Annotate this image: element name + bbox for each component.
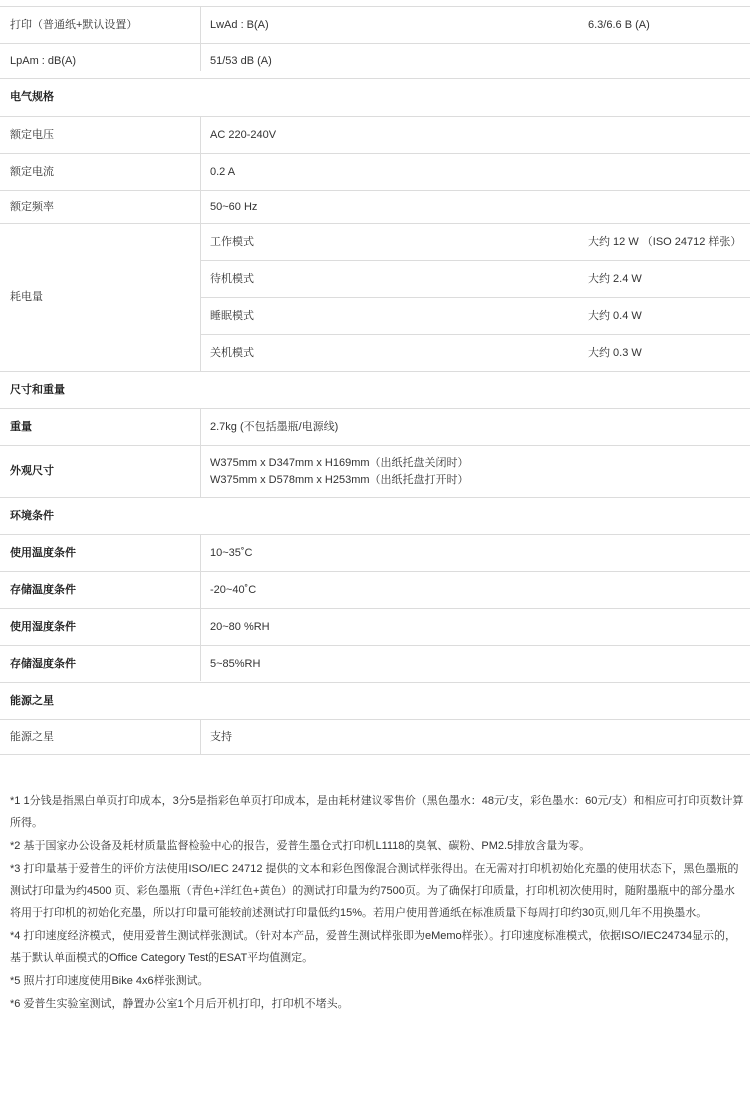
section-title: 电气规格	[10, 91, 54, 103]
power-mode-row	[200, 261, 750, 298]
column-divider	[200, 409, 201, 497]
footnotes	[10, 790, 745, 1016]
section-header-energy-star	[0, 683, 750, 720]
row-label: 使用温度条件	[10, 546, 76, 559]
row-label: 能源之星	[10, 730, 54, 743]
column-divider	[200, 7, 201, 71]
row-label: 使用湿度条件	[10, 620, 76, 633]
row-label: 打印（普通纸+默认设置）	[10, 18, 138, 31]
footnote: *1 1分钱是指黑白单页打印成本，3分5是指彩色单页打印成本，是由耗材建议零售价（黑色墨水：48元/支，彩色墨水：60元/支）和相应可打印页数计算所得。	[10, 795, 744, 829]
footnote: *3 打印量基于爱普生的评价方法使用ISO/IEC 24712 提供的文本和彩色图像混合测试样张得出。在无需对打印机初始化充墨的使用状态下，黑色墨瓶的测试打印量为约4500 页、彩色墨瓶（青色+洋红色+黄色）的测试打印量为约7500页。为了确保打印质量，打印机初次使用时，随附墨瓶中的部分墨水将用于打印机的初始化充墨，所以打印量可能较前述测试打印量低约15%。若用户使用普通纸在标准质量下每周打印约30页,则几年不用换墨水。	[10, 863, 739, 919]
column-divider	[200, 535, 201, 681]
section-title: 尺寸和重量	[10, 383, 65, 396]
row-value: 2.7kg (不包括墨瓶/电源线)	[210, 420, 339, 433]
section-title: 环境条件	[10, 509, 54, 522]
row-label: 额定频率	[10, 200, 54, 213]
spec-row-energy-star	[0, 720, 750, 755]
power-mode-row	[200, 224, 750, 261]
spec-row-rated-voltage	[0, 117, 750, 154]
footnote: *6 爱普生实验室测试，静置办公室1个月后开机打印，打印机不堵头。	[10, 998, 349, 1010]
dimensions-closed: W375mm x D347mm x H169mm（出纸托盘关闭时）	[210, 456, 469, 469]
spec-row-operating-temp	[0, 535, 750, 572]
dimensions-value	[210, 446, 469, 497]
footnote: *4 打印速度经济模式，使用爱普生测试样张测试。（针对本产品，爱普生测试样张即为eMemo样张）。打印速度标准模式，依据ISO/IEC24734显示的，基于默认单面模式的Office Category Test的ESAT平均值测定。	[10, 930, 737, 964]
row-label: 重量	[10, 420, 32, 433]
spec-row-rated-current	[0, 154, 750, 191]
power-mode-label: 睡眠模式	[210, 309, 254, 322]
power-mode-value: 大约 2.4 W	[588, 272, 642, 285]
spec-row-weight	[0, 409, 750, 446]
row-label: 外观尺寸	[10, 465, 54, 477]
footnote: *5 照片打印速度使用Bike 4x6样张测试。	[10, 975, 209, 987]
footnote: *2 基于国家办公设备及耗材质量监督检验中心的报告，爱普生墨仓式打印机L1118的臭氧、碳粉、PM2.5排放含量为零。	[10, 840, 591, 852]
spec-row-storage-temp	[0, 572, 750, 609]
spec-row-lpam	[0, 44, 750, 79]
row-value: 5~85%RH	[210, 657, 261, 670]
row-value: AC 220-240V	[210, 128, 277, 141]
dimensions-open: W375mm x D578mm x H253mm（出纸托盘打开时）	[210, 473, 469, 486]
section-title: 能源之星	[10, 694, 54, 707]
spec-row-print-lwad	[0, 7, 750, 44]
power-mode-value: 大约 12 W （ISO 24712 样张）	[588, 235, 742, 248]
row-value: -20~40˚C	[210, 583, 257, 596]
row-value: 0.2 A	[210, 165, 236, 178]
spec-row-operating-humidity	[0, 609, 750, 646]
row-label: 耗电量	[10, 291, 43, 303]
row-label: LpAm : dB(A)	[10, 54, 77, 67]
power-mode-value: 大约 0.3 W	[588, 346, 642, 359]
spec-row-rated-frequency	[0, 191, 750, 224]
row-value: 20~80 %RH	[210, 620, 270, 633]
spec-row-storage-humidity	[0, 646, 750, 683]
power-mode-value: 大约 0.4 W	[588, 309, 642, 322]
row-label: 存储温度条件	[10, 583, 76, 596]
power-mode-label: 待机模式	[210, 272, 254, 285]
row-value: 10~35˚C	[210, 546, 253, 559]
section-header-size-weight	[0, 372, 750, 409]
row-value: 支持	[210, 730, 232, 743]
row-value: 51/53 dB (A)	[210, 54, 272, 67]
row-label: 存储湿度条件	[10, 657, 76, 670]
column-divider	[200, 117, 201, 371]
row-value: 50~60 Hz	[210, 200, 258, 213]
power-mode-label: 关机模式	[210, 346, 254, 359]
section-header-environment	[0, 498, 750, 535]
row-value-extra: 6.3/6.6 B (A)	[588, 18, 650, 31]
spec-row-dimensions	[0, 446, 750, 498]
power-mode-row	[200, 298, 750, 335]
row-label: 额定电流	[10, 165, 54, 178]
column-divider	[200, 720, 201, 754]
row-value: LwAd : B(A)	[210, 18, 269, 31]
power-mode-label: 工作模式	[210, 235, 254, 248]
section-header-electrical	[0, 79, 750, 117]
power-mode-row	[200, 335, 750, 371]
row-label: 额定电压	[10, 128, 54, 141]
